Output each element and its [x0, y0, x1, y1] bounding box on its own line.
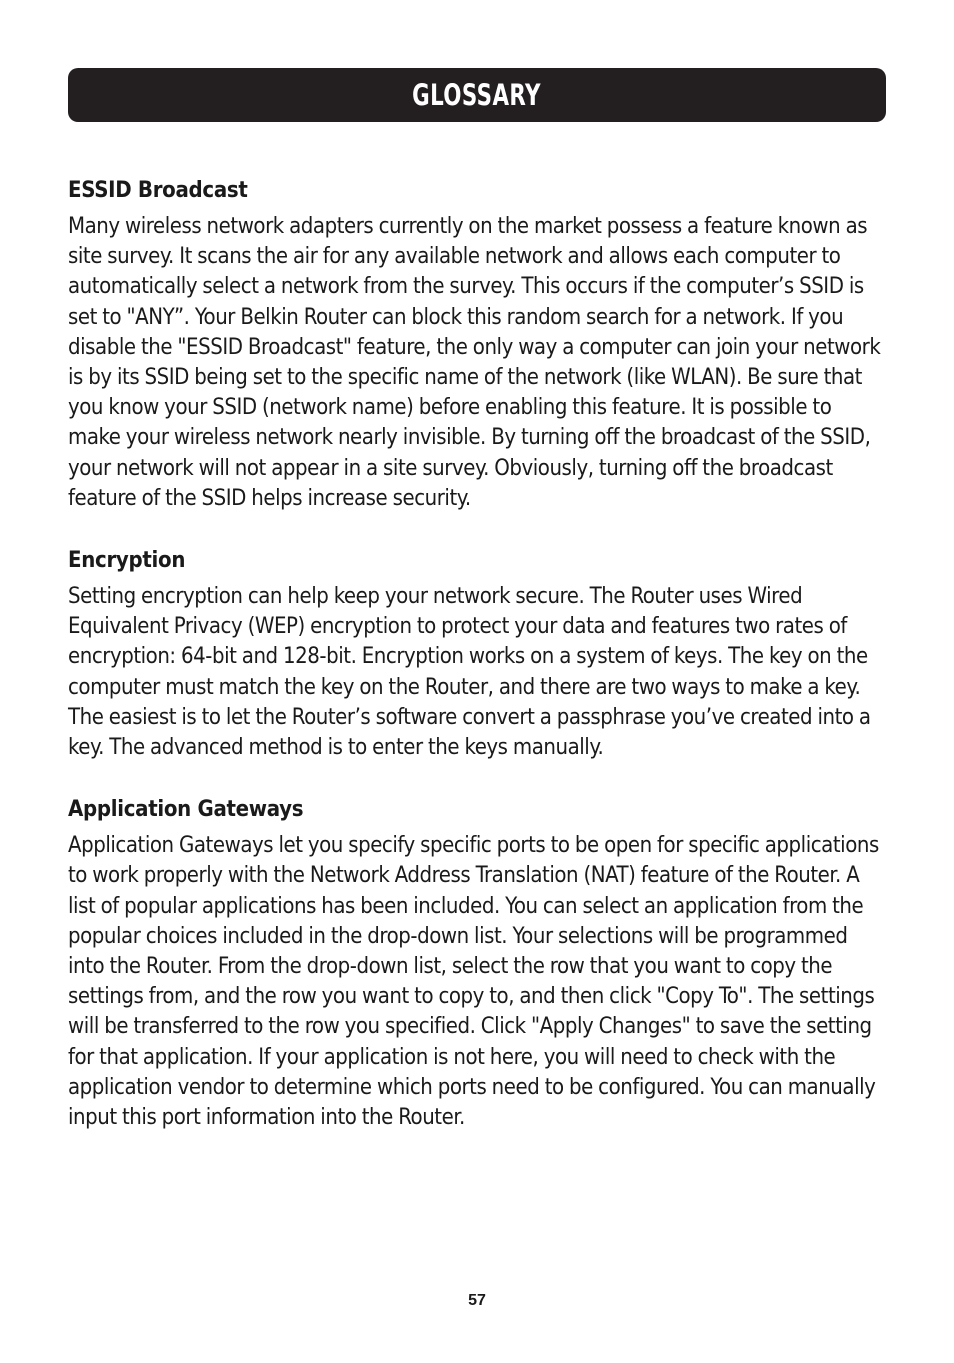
section-body: Setting encryption can help keep your network secure. The Router uses Wired Equivalent Privacy (WEP) encryption to protect your data and features two rates of encryption: 64-bit and 128-bit. Encryption works on a system of keys. The key on the computer must match the key on the Router, and there are two ways to make a key. The easiest is to let the Router’s software convert a passphrase you’ve created into a key. The advanced method is to enter the keys manually. — [68, 584, 871, 761]
glossary-content — [68, 176, 888, 1165]
section-heading: Application Gateways — [68, 797, 304, 823]
section-encryption — [68, 546, 888, 763]
section-application-gateways — [68, 795, 888, 1133]
section-heading: ESSID Broadcast — [68, 178, 248, 203]
page-number: 57 — [468, 1292, 486, 1309]
section-body: Many wireless network adapters currently on the market possess a feature known as site survey. It scans the air for any available network and allows each computer to automatically select a network from the survey. This occurs if the computer’s SSID is set to "ANY”. Your Belkin Router can block this random search for a network. If you disable the "ESSID Broadcast" feature, the only way a computer can join your network is by its SSID being set to the specific name of the network (like WLAN). Be sure that you know your SSID (network name) before enabling this feature. It is possible to make your wireless network nearly invisible. By turning off the broadcast of the SSID, your network will not appear in a site survey. Obviously, turning off the broadcast feature of the SSID helps increase security. — [68, 214, 881, 511]
section-heading: Encryption — [68, 548, 186, 574]
section-essid-broadcast — [68, 176, 888, 514]
section-body: Application Gateways let you specify specific ports to be open for specific applications to work properly with the Network Address Translation (NAT) feature of the Router. A list of popular applications has been included. You can select an application from the popular choices included in the drop-down list. Your selections will be programmed into the Router. From the drop-down list, select the row that you want to copy the settings from, and the row you want to copy to, and then click "Copy To". The settings will be transferred to the row you specified. Click "Apply Changes" to save the setting for that application. If your application is not here, you will need to check with the application vendor to determine which ports need to be configured. You can manually input this port information into the Router. — [68, 833, 879, 1131]
page-title: GLOSSARY — [412, 78, 542, 112]
glossary-header-bar — [68, 68, 886, 122]
